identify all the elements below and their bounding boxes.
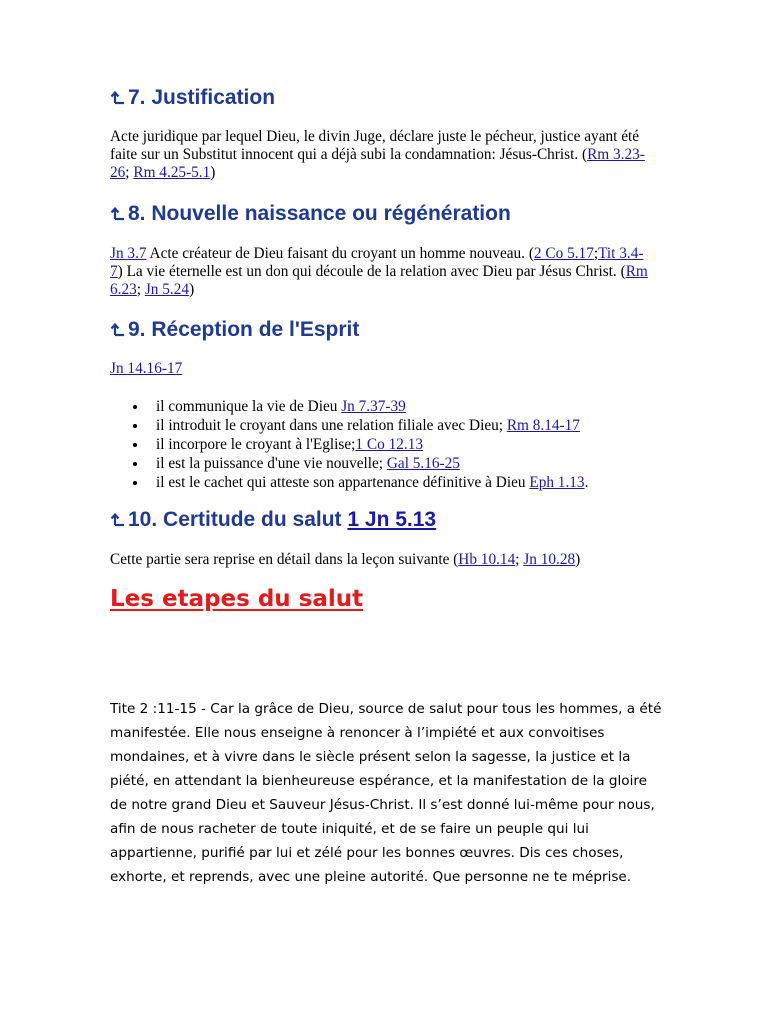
list-item: il communique la vie de Dieu Jn 7.37-39 bbox=[130, 397, 690, 416]
list-item: il introduit le croyant dans une relation filiale avec Dieu; Rm 8.14-17 bbox=[130, 416, 690, 435]
ref-link[interactable]: Eph 1.13 bbox=[529, 474, 585, 491]
spirit-bullet-list bbox=[130, 397, 690, 492]
section-7-heading bbox=[110, 86, 275, 110]
back-to-top-icon[interactable] bbox=[110, 89, 126, 105]
ref-link[interactable]: Tit 3.4-7 bbox=[110, 245, 644, 280]
back-to-top-icon[interactable] bbox=[110, 205, 126, 221]
ref-link[interactable]: Jn 3.7 bbox=[110, 245, 147, 262]
section-8-body: Jn 3.7 Acte créateur de Dieu faisant du croyant un homme nouveau. (2 Co 5.17;Tit 3.4-7) La vie éternelle est un don qui découle de la relation avec Dieu par Jésus Christ. (Rm 6.23; Jn 5.24) bbox=[110, 245, 648, 298]
back-to-top-icon[interactable] bbox=[110, 321, 126, 337]
ref-link[interactable]: Hb 10.14 bbox=[458, 551, 516, 568]
section-9-title: 9. Réception de l'Esprit bbox=[128, 318, 360, 341]
ref-link[interactable]: Jn 5.24 bbox=[144, 281, 190, 298]
list-item: il incorpore le croyant à l'Eglise;1 Co 12.13 bbox=[130, 435, 690, 454]
section-10-title: 10. Certitude du salut bbox=[128, 508, 348, 531]
section-8-heading bbox=[110, 202, 511, 226]
ref-link[interactable]: Rm 6.23 bbox=[110, 263, 648, 298]
back-to-top-icon[interactable] bbox=[110, 511, 126, 527]
section-7-body: Acte juridique par lequel Dieu, le divin Juge, déclare juste le pécheur, justice ayant été faite sur un Substitut innocent qui a déjà subi la condamnation: Jésus-Christ. (Rm 3.23-26; Rm 4.25-5.1) bbox=[110, 128, 645, 181]
ref-link[interactable]: 1 Co 12.13 bbox=[355, 436, 423, 453]
ref-link[interactable]: Jn 7.37-39 bbox=[341, 398, 406, 415]
ref-link[interactable]: Rm 3.23-26 bbox=[110, 146, 645, 181]
steps-heading: Les etapes du salut bbox=[110, 586, 364, 612]
section-9-heading bbox=[110, 318, 359, 342]
title-ref-link[interactable]: 1 Jn 5.13 bbox=[347, 508, 437, 531]
ref-link[interactable]: Jn 10.28 bbox=[523, 551, 576, 568]
section-10-heading bbox=[110, 508, 436, 532]
section-7-title: 7. Justification bbox=[128, 86, 276, 109]
ref-link[interactable]: Rm 4.25-5.1 bbox=[133, 164, 211, 181]
list-item: il est le cachet qui atteste son appartenance définitive à Dieu Eph 1.13. bbox=[130, 473, 690, 492]
tite-passage: Tite 2 :11-15 - Car la grâce de Dieu, source de salut pour tous les hommes, a été manifestée. Elle nous enseigne à renoncer à l’impiété et aux convoitises mondaines, et à vivre dans le siècle présent selon la sagesse, la justice et la piété, en attendant la bienheureuse espérance, et la manifestation de la gloire de notre grand Dieu et Sauveur Jésus-Christ. Il s’est donné lui-même pour nous, afin de nous racheter de toute iniquité, et de se faire un peuple qui lui appartienne, purifié par lui et zélé pour les bonnes œuvres. Dis ces choses, exhorte, et reprends, avec une pleine autorité. Que personne ne te méprise. bbox=[110, 701, 662, 885]
ref-link[interactable]: Jn 14.16-17 bbox=[110, 360, 183, 377]
ref-link[interactable]: Gal 5.16-25 bbox=[386, 455, 460, 472]
section-10-body: Cette partie sera reprise en détail dans la leçon suivante (Hb 10.14; Jn 10.28) bbox=[110, 551, 581, 568]
list-item: il est la puissance d'une vie nouvelle; Gal 5.16-25 bbox=[130, 454, 690, 473]
ref-link[interactable]: 2 Co 5.17 bbox=[533, 245, 594, 262]
section-9-intro bbox=[110, 360, 655, 378]
section-8-title: 8. Nouvelle naissance ou régénération bbox=[128, 202, 511, 225]
ref-link[interactable]: Rm 8.14-17 bbox=[506, 417, 580, 434]
